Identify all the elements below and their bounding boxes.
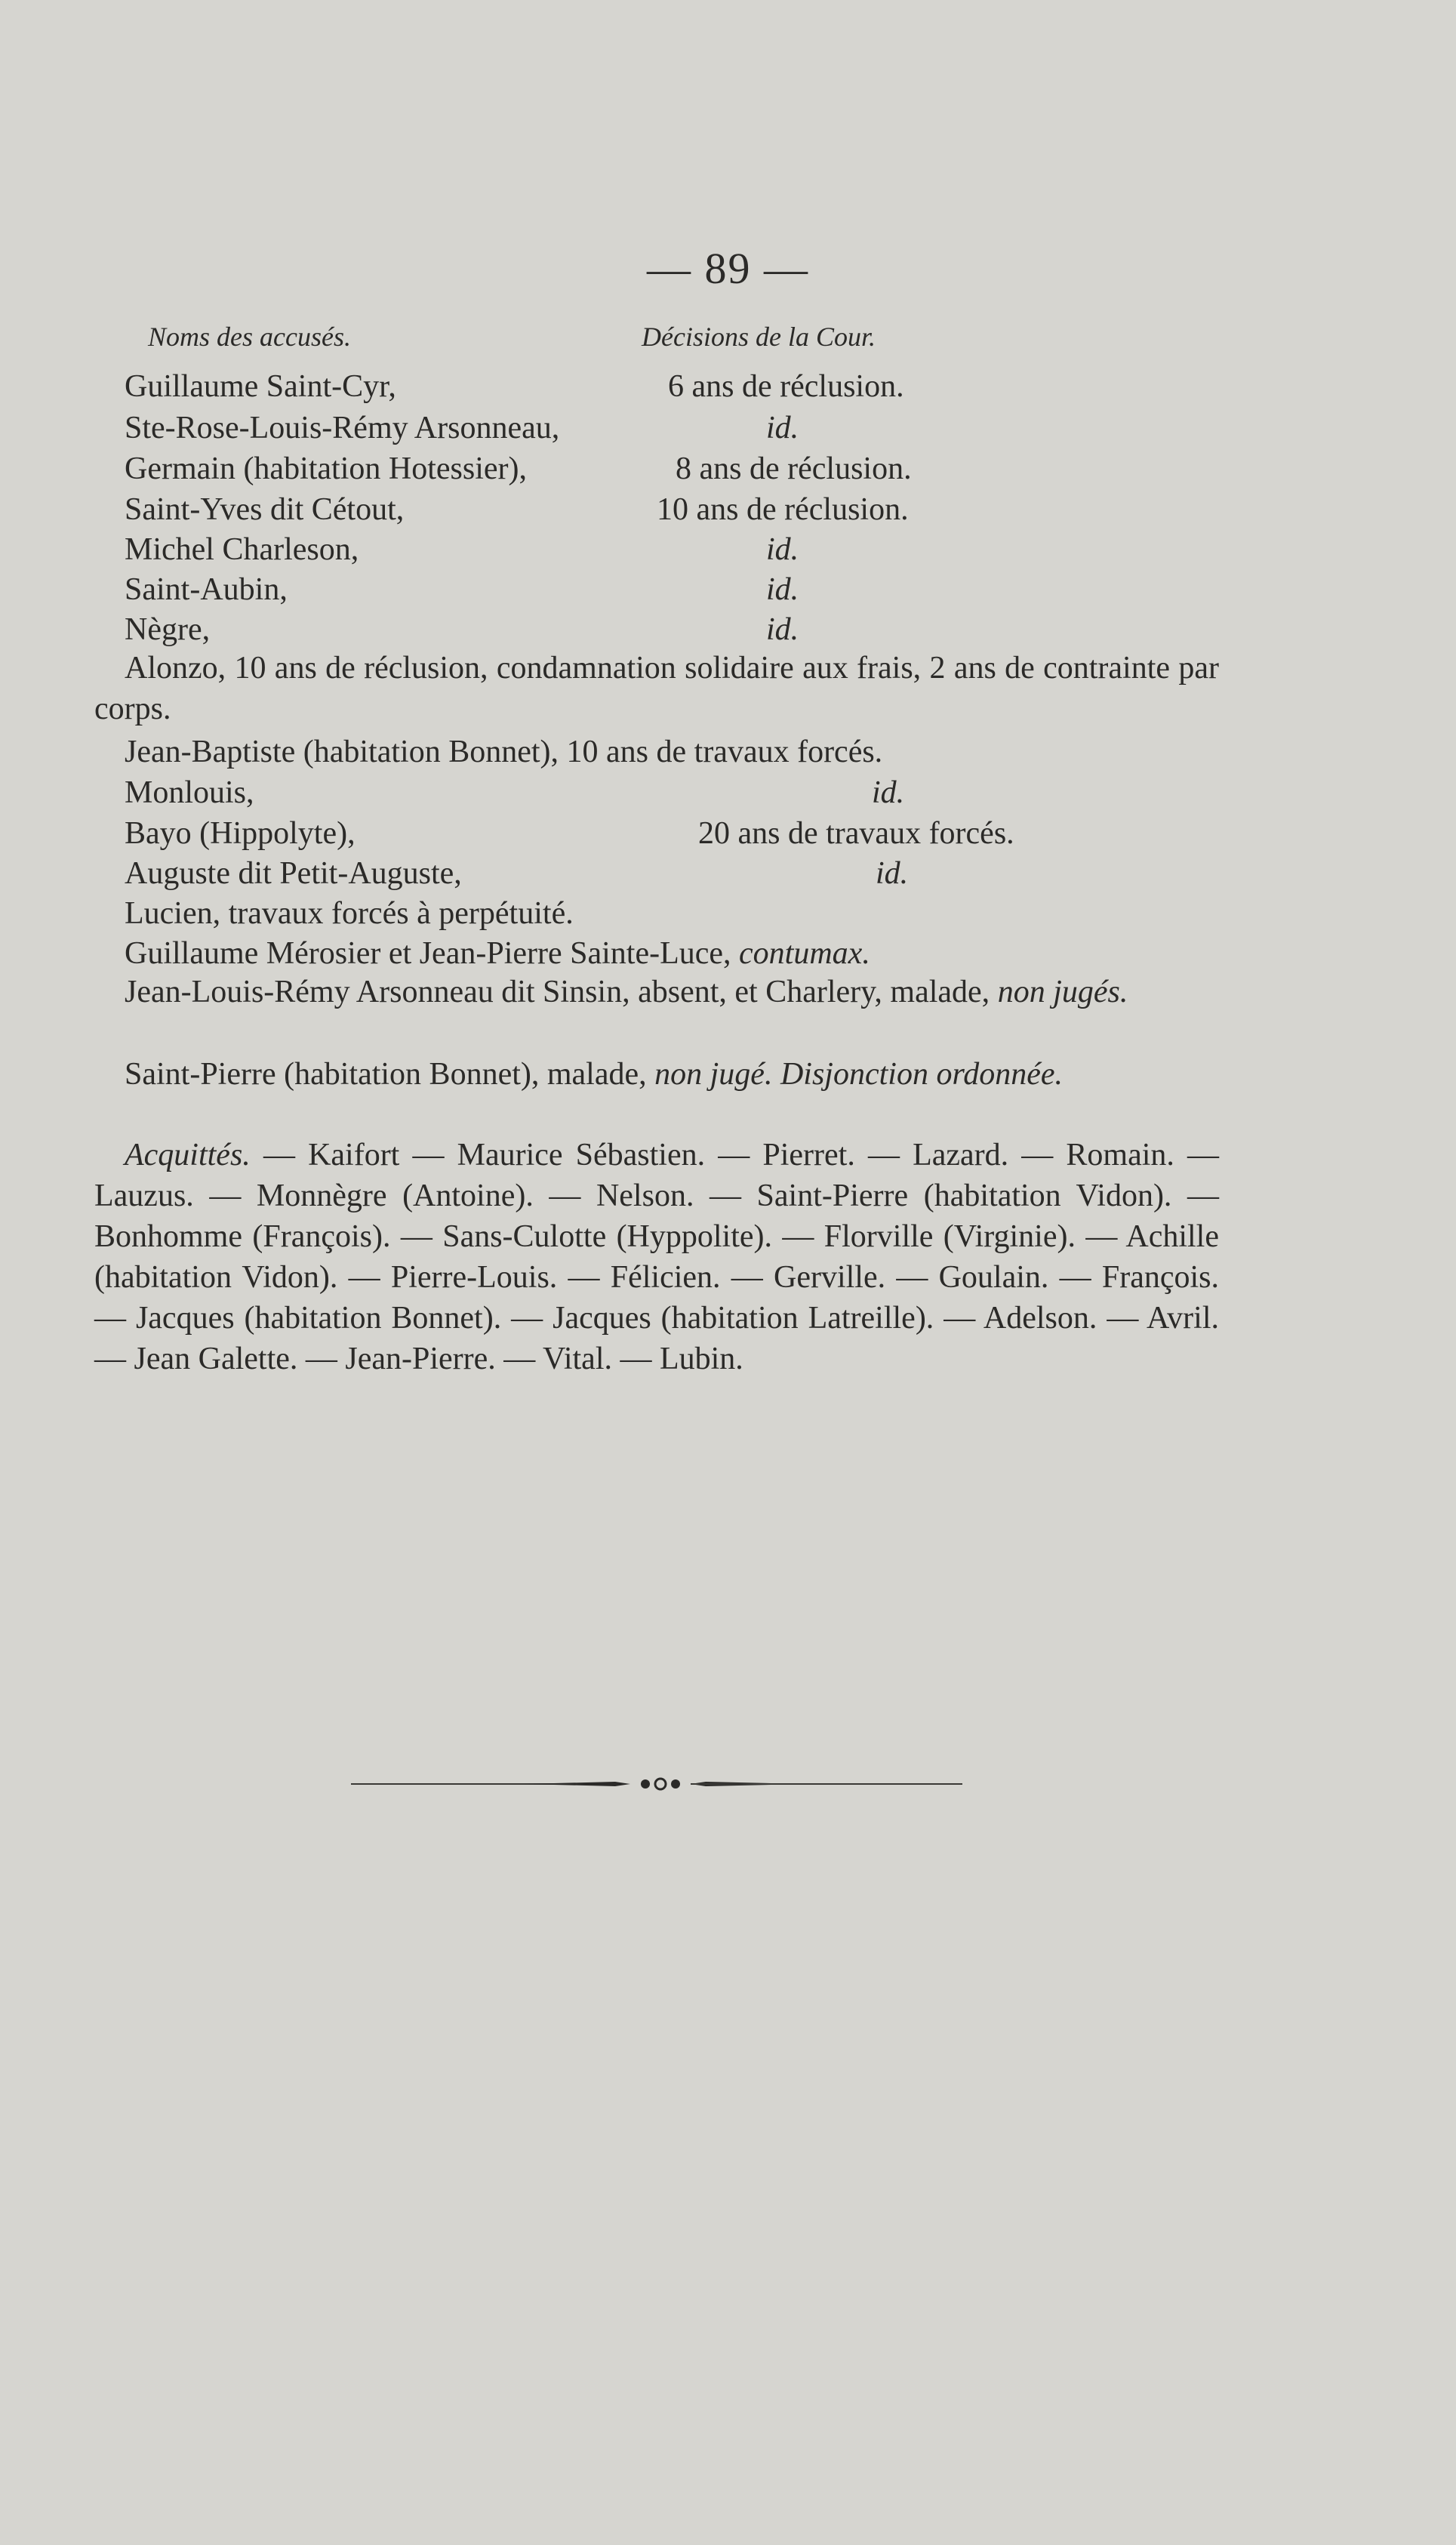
entry-decision: id. bbox=[876, 856, 909, 891]
entry-name: Ste-Rose-Louis-Rémy Arsonneau, bbox=[125, 411, 560, 445]
entry-row bbox=[125, 572, 799, 608]
lucien-text: Lucien, travaux forcés à perpétuité. bbox=[125, 896, 574, 931]
saint-pierre-label-1: non jugé. bbox=[654, 1057, 773, 1092]
entry-decision: 8 ans de réclusion. bbox=[676, 451, 912, 486]
column-header-decisions: Décisions de la Cour. bbox=[642, 322, 876, 352]
contumax-text: Guillaume Mérosier et Jean-Pierre Sainte-Luce, bbox=[125, 936, 731, 971]
non-juges-label: non jugés. bbox=[997, 975, 1128, 1009]
entry-name: Saint-Yves dit Cétout, bbox=[125, 492, 405, 527]
entry-row bbox=[125, 451, 912, 487]
entry-name: Germain (habitation Hotessier), bbox=[125, 451, 527, 486]
entry-row bbox=[125, 815, 1014, 852]
entry-decision: 6 ans de réclusion. bbox=[668, 369, 904, 404]
alonzo-text: Alonzo, 10 ans de réclusion, condamnation solidaire aux frais, 2 ans de contrainte par corps. bbox=[94, 651, 1219, 726]
page-number: — 89 — bbox=[647, 244, 809, 293]
entry-row bbox=[125, 491, 909, 528]
entry-row bbox=[125, 935, 870, 972]
entry-name: Bayo (Hippolyte), bbox=[125, 816, 356, 851]
paragraph-saint-pierre bbox=[94, 1054, 1219, 1095]
column-header-names: Noms des accusés. bbox=[148, 322, 351, 352]
entry-row bbox=[125, 734, 882, 770]
entry-row bbox=[125, 531, 799, 568]
contumax-label: contumax. bbox=[739, 936, 870, 971]
acquittes-text: — Kaifort — Maurice Sébastien. — Pierret. — Lazard. — Romain. — Lauzus. — Monnègre (Antoine). — Nelson. — Saint-Pierre (habitation Vidon). — Bonhomme (François). — Sans-Culotte (Hyppolite). — Florville (Virginie). — Achille (habitation Vidon). — Pierre-Louis. — Félicien. — Gerville. — Goulain. — François. — Jacques (habitation Bonnet). — Jacques (habitation Latreille). — Adelson. — Avril. — Jean Galette. — Jean-Pierre. — Vital. — Lubin. bbox=[94, 1138, 1220, 1376]
entry-decision: id. bbox=[766, 612, 799, 647]
entry-row bbox=[125, 775, 905, 811]
saint-pierre-text: Saint-Pierre (habitation Bonnet), malade, bbox=[125, 1057, 647, 1092]
non-juges-text: Jean-Louis-Rémy Arsonneau dit Sinsin, absent, et Charlery, malade, bbox=[125, 975, 990, 1009]
entry-name: Auguste dit Petit-Auguste, bbox=[125, 856, 462, 891]
entry-name: Michel Charleson, bbox=[125, 532, 359, 567]
entry-decision: id. bbox=[872, 775, 905, 810]
entry-row bbox=[125, 895, 574, 932]
paragraph-acquittes bbox=[94, 1135, 1219, 1379]
entry-decision: 10 ans de réclusion. bbox=[657, 492, 909, 527]
entry-decision: id. bbox=[766, 572, 799, 607]
decorative-rule bbox=[351, 1773, 962, 1795]
entry-name: Nègre, bbox=[125, 612, 211, 647]
entry-name: Monlouis, bbox=[125, 775, 254, 810]
entry-name: Jean-Baptiste (habitation Bonnet), 10 ans de travaux forcés. bbox=[125, 735, 883, 769]
entry-decision: id. bbox=[766, 532, 799, 567]
entry-row bbox=[125, 368, 904, 405]
paragraph-non-juges bbox=[94, 972, 1219, 1012]
entry-name: Guillaume Saint-Cyr, bbox=[125, 369, 396, 404]
entry-row bbox=[125, 612, 799, 648]
entry-decision: id. bbox=[766, 411, 799, 445]
entry-row bbox=[125, 855, 909, 892]
paragraph-alonzo bbox=[94, 648, 1219, 729]
saint-pierre-label-2: Disjonction ordonnée. bbox=[780, 1057, 1064, 1092]
entry-row bbox=[125, 410, 799, 446]
entry-name: Saint-Aubin, bbox=[125, 572, 288, 607]
acquittes-label: Acquittés. bbox=[125, 1138, 251, 1172]
entry-decision: 20 ans de travaux forcés. bbox=[698, 816, 1014, 851]
